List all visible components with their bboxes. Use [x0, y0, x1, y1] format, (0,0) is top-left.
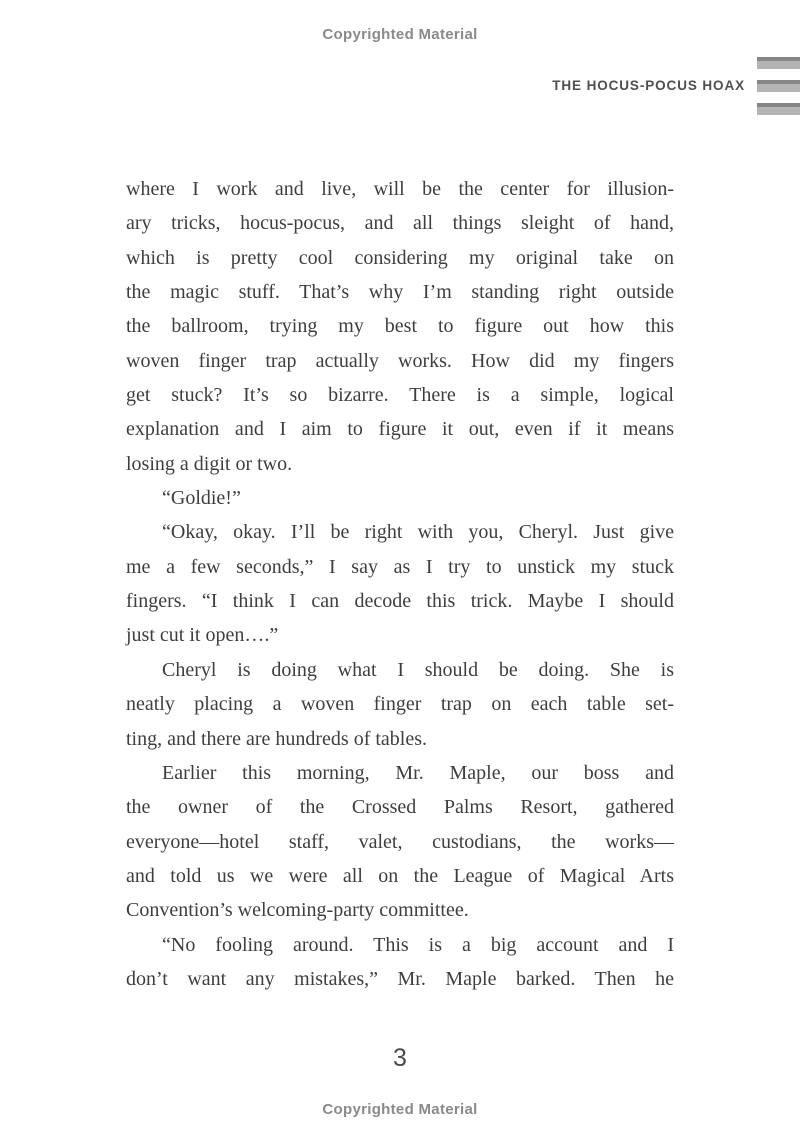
header-bars-decoration: [757, 57, 800, 126]
body-text-line: the owner of the Crossed Palms Resort, gathered: [126, 796, 674, 819]
body-text-line: me a few seconds,” I say as I try to unstick my stuck: [126, 555, 674, 578]
page-number: 3: [393, 1044, 407, 1072]
body-text-line: ting, and there are hundreds of tables.: [126, 727, 428, 750]
header-bar: [757, 57, 800, 69]
body-text-line: “Okay, okay. I’ll be right with you, Cheryl. Just give: [162, 521, 674, 544]
body-text-line: and told us we were all on the League of Magical Arts: [126, 864, 674, 887]
body-text-line: Earlier this morning, Mr. Maple, our boss and: [162, 761, 674, 784]
body-text-line: explanation and I aim to figure it out, even if it means: [126, 418, 674, 441]
running-header-title: THE HOCUS-POCUS HOAX: [552, 78, 745, 93]
body-text-line: “Goldie!”: [162, 487, 241, 510]
body-text-line: “No fooling around. This is a big account and I: [162, 933, 674, 956]
body-text-line: just cut it open….”: [126, 624, 279, 647]
body-text-block: [126, 172, 674, 996]
body-text-line: losing a digit or two.: [126, 452, 293, 475]
body-text-line: get stuck? It’s so bizarre. There is a simple, logical: [126, 384, 674, 407]
body-text-line: Convention’s welcoming-party committee.: [126, 899, 469, 922]
body-text-line: which is pretty cool considering my original take on: [126, 246, 674, 269]
body-text-line: ary tricks, hocus-pocus, and all things sleight of hand,: [126, 212, 674, 235]
copyright-notice-bottom: Copyrighted Material: [322, 1101, 478, 1118]
body-text-line: the ballroom, trying my best to figure out how this: [126, 315, 674, 338]
header-bar: [757, 80, 800, 92]
body-text-line: neatly placing a woven finger trap on each table set-: [126, 693, 674, 716]
copyright-notice-top: Copyrighted Material: [322, 26, 478, 43]
body-text-line: where I work and live, will be the center for illusion-: [126, 178, 674, 200]
body-text-line: the magic stuff. That’s why I’m standing right outside: [126, 281, 674, 304]
body-text-line: don’t want any mistakes,” Mr. Maple barked. Then he: [126, 967, 674, 990]
header-bar: [757, 103, 800, 115]
body-text-line: woven finger trap actually works. How did my fingers: [126, 349, 674, 372]
body-text-line: Cheryl is doing what I should be doing. She is: [162, 658, 674, 681]
body-text-line: everyone—hotel staff, valet, custodians, the works—: [126, 830, 674, 853]
body-text-line: fingers. “I think I can decode this trick. Maybe I should: [126, 590, 674, 613]
